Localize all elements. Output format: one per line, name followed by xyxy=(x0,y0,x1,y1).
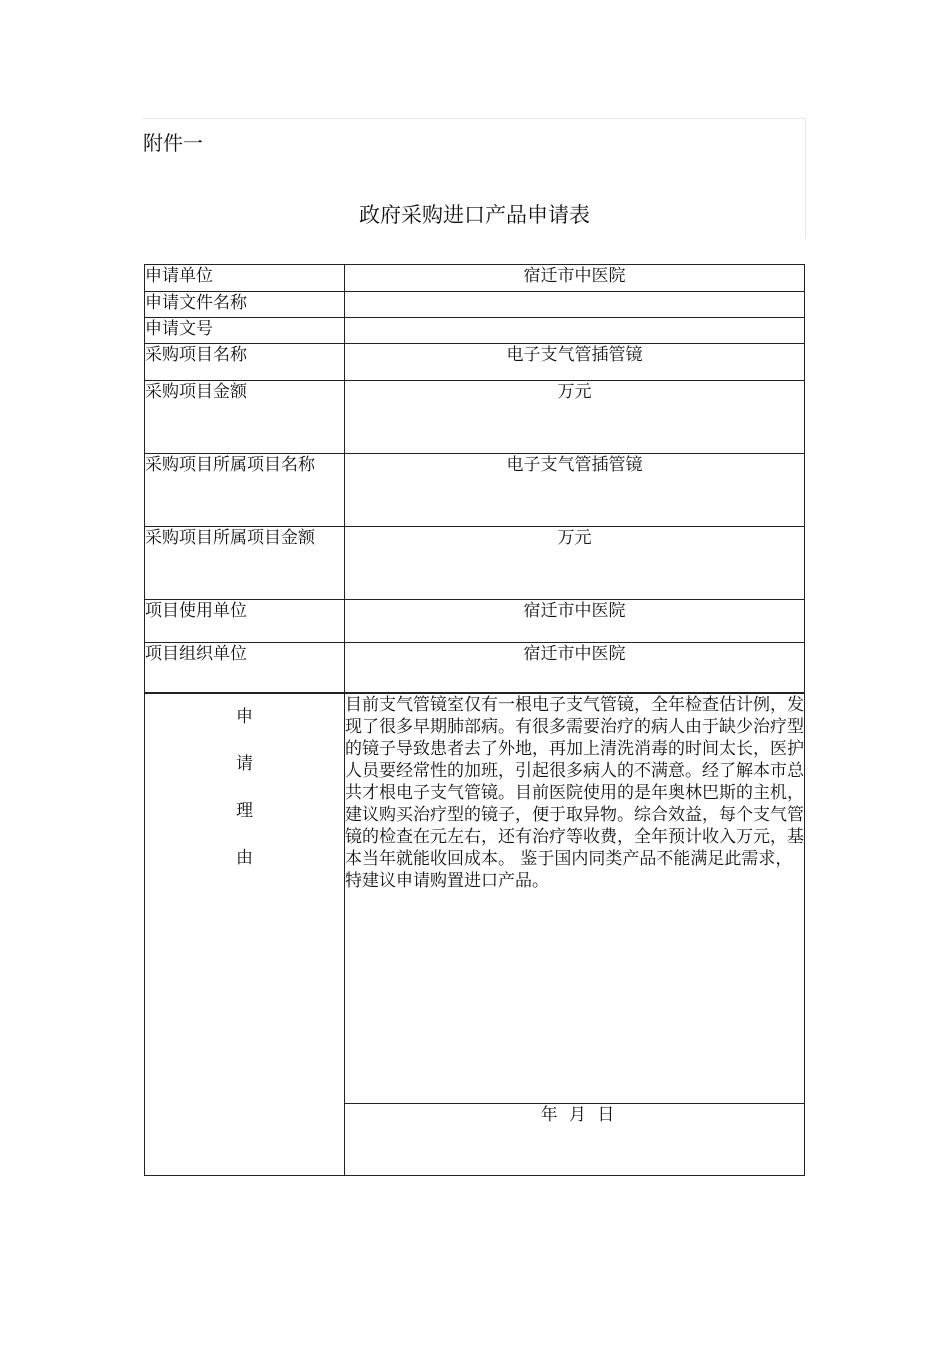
reason-char: 申 xyxy=(236,706,253,727)
value-parent-project-name: 电子支气管插管镜 xyxy=(345,454,805,527)
value-parent-project-amount: 万元 xyxy=(345,527,805,600)
table-row-project-name xyxy=(145,344,805,381)
label-organizing-unit: 项目组织单位 xyxy=(145,643,345,693)
table-row-document-name xyxy=(145,292,805,318)
date-cell xyxy=(345,1104,805,1176)
reason-char: 理 xyxy=(236,800,253,821)
table-row-applicant xyxy=(145,265,805,292)
form-title: 政府采购进口产品申请表 xyxy=(359,203,590,227)
label-document-name: 申请文件名称 xyxy=(145,292,345,318)
label-document-number: 申请文号 xyxy=(145,318,345,344)
reason-char: 由 xyxy=(236,847,253,868)
label-applicant-unit: 申请单位 xyxy=(145,265,345,292)
table-row-parent-project-name xyxy=(145,454,805,527)
date-text: 年 月 日 xyxy=(540,1105,615,1125)
value-applicant-unit: 宿迁市中医院 xyxy=(345,265,805,292)
label-project-amount: 采购项目金额 xyxy=(145,381,345,454)
table-row-organizing-unit xyxy=(145,643,805,693)
label-parent-project-name: 采购项目所属项目名称 xyxy=(145,454,345,527)
application-form-table xyxy=(144,264,805,1176)
table-row-project-amount xyxy=(145,381,805,454)
reason-char: 请 xyxy=(236,753,253,774)
reason-label xyxy=(145,693,345,1176)
table-row-parent-project-amount xyxy=(145,527,805,600)
label-using-unit: 项目使用单位 xyxy=(145,600,345,643)
table-row-using-unit xyxy=(145,600,805,643)
attachment-label: 附件一 xyxy=(143,131,203,155)
table-row-document-number xyxy=(145,318,805,344)
reason-text: 目前支气管镜室仅有一根电子支气管镜，全年检查估计例，发现了很多早期肺部病。有很多需要治疗的病人由于缺少治疗型的镜子导致患者去了外地，再加上清洗消毒的时间太长，医护人员要经常性的加班，引起很多病人的不满意。经了解本市总共才根电子支气管镜。目前医院使用的是年奥林巴斯的主机，建议购买治疗型的镜子，便于取异物。综合效益，每个支气管镜的检查在元左右，还有治疗等收费，全年预计收入万元，基本当年就能收回成本。 鉴于国内同类产品不能满足此需求，特建议申请购置进口产品。 xyxy=(345,693,805,1104)
value-project-name: 电子支气管插管镜 xyxy=(345,344,805,381)
value-document-name xyxy=(345,292,805,318)
label-parent-project-amount: 采购项目所属项目金额 xyxy=(145,527,345,600)
label-project-name: 采购项目名称 xyxy=(145,344,345,381)
reason-label-chars xyxy=(145,694,344,882)
value-project-amount: 万元 xyxy=(345,381,805,454)
table-row-reason xyxy=(145,693,805,1104)
value-using-unit: 宿迁市中医院 xyxy=(345,600,805,643)
value-organizing-unit: 宿迁市中医院 xyxy=(345,643,805,693)
value-document-number xyxy=(345,318,805,344)
